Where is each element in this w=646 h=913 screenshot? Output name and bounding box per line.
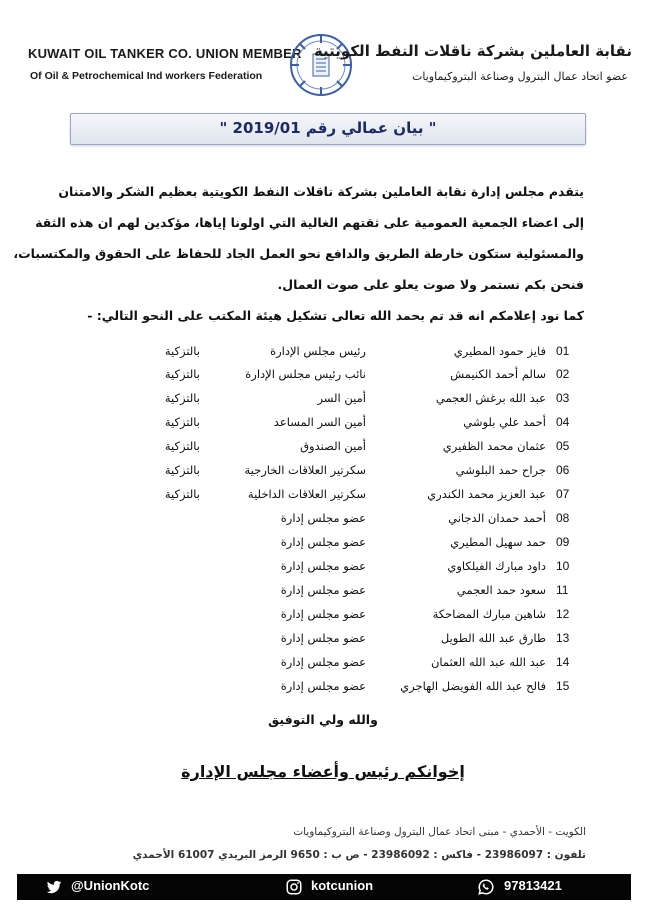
member-position: عضو مجلس إدارة — [280, 679, 366, 693]
member-number: 02 — [556, 367, 570, 381]
member-number: 14 — [556, 655, 570, 669]
member-position: عضو مجلس إدارة — [280, 511, 366, 525]
intro-line: فنحن بكم نستمر ولا صوت يعلو على صوت العمال. — [277, 277, 584, 292]
member-position: عضو مجلس إدارة — [280, 631, 366, 645]
arabic-federation-line: عضو اتحاد عمال البترول وصناعة البتروكيماويات — [412, 70, 628, 83]
member-number: 05 — [556, 439, 570, 453]
member-position: عضو مجلس إدارة — [280, 535, 366, 549]
twitter-handle[interactable]: @UnionKotc — [71, 878, 150, 893]
member-name: عبد الله عبد الله العثمان — [430, 655, 546, 669]
member-name: حمد سهيل المطيري — [450, 535, 546, 549]
member-position: نائب رئيس مجلس الإدارة — [245, 367, 366, 381]
member-note: بالتزكية — [164, 463, 200, 477]
member-name: فالح عبد الله الفويضل الهاجري — [400, 679, 546, 693]
member-number: 09 — [556, 535, 570, 549]
english-federation-line: Of Oil & Petrochemical Ind workers Federation — [30, 70, 263, 82]
member-row — [0, 511, 646, 533]
union-wheel-logo-icon — [286, 30, 356, 100]
member-row — [0, 344, 646, 366]
member-name: أحمد حمدان الدجاني — [448, 511, 546, 525]
member-name: جراح حمد البلوشي — [455, 463, 546, 477]
member-number: 15 — [556, 679, 570, 693]
member-number: 03 — [556, 391, 570, 405]
member-position: رئيس مجلس الإدارة — [270, 344, 366, 358]
member-number: 12 — [556, 607, 570, 621]
member-note: بالتزكية — [164, 344, 200, 358]
member-name: أحمد علي بلوشي — [463, 415, 546, 429]
member-position: عضو مجلس إدارة — [280, 655, 366, 669]
member-name: عبد الله برغش العجمي — [435, 391, 546, 405]
member-note: بالتزكية — [164, 487, 200, 501]
whatsapp-number[interactable]: 97813421 — [504, 878, 562, 893]
intro-line: والمسئولية ستكون خارطة الطريق والدافع نحو العمل الجاد للحفاظ على الحقوق والمكتسبات، — [13, 246, 584, 261]
member-name: داود مبارك الفيلكاوي — [447, 559, 546, 573]
signature-text: إخوانكم رئيس وأعضاء مجلس الإدارة — [181, 762, 465, 781]
twitter-icon[interactable] — [45, 878, 63, 896]
member-row — [0, 415, 646, 437]
letterhead — [0, 0, 646, 110]
member-name: فايز حمود المطيري — [453, 344, 546, 358]
member-position: عضو مجلس إدارة — [280, 583, 366, 597]
member-number: 04 — [556, 415, 570, 429]
member-row — [0, 439, 646, 461]
member-row — [0, 679, 646, 701]
intro-line: يتقدم مجلس إدارة نقابة العاملين بشركة ناقلات النفط الكويتية بعظيم الشكر والامتنان — [58, 184, 584, 199]
member-position: أمين الصندوق — [300, 439, 366, 453]
member-number: 06 — [556, 463, 570, 477]
closing-line: والله ولي التوفيق — [268, 712, 378, 727]
statement-title: " بيان عمالي رقم 2019/01 " — [219, 119, 437, 137]
member-row — [0, 655, 646, 677]
member-row — [0, 463, 646, 485]
address-line: الكويت - الأحمدي - مبنى اتحاد عمال البترول وصناعة البتروكيماويات — [293, 826, 586, 838]
member-row — [0, 559, 646, 581]
member-number: 10 — [556, 559, 570, 573]
member-row — [0, 391, 646, 413]
member-note: بالتزكية — [164, 391, 200, 405]
member-position: أمين السر — [317, 391, 366, 405]
member-number: 01 — [556, 344, 570, 358]
intro-line: كما نود إعلامكم انه قد تم بحمد الله تعالى تشكيل هيئة المكتب على النحو التالي: - — [87, 308, 584, 323]
member-number: 07 — [556, 487, 570, 501]
member-name: عثمان محمد الظفيري — [442, 439, 546, 453]
member-position: سكرتير العلاقات الخارجية — [244, 463, 366, 477]
member-row — [0, 583, 646, 605]
english-union-name: KUWAIT OIL TANKER CO. UNION MEMBER — [28, 46, 302, 61]
member-position: سكرتير العلاقات الداخلية — [247, 487, 366, 501]
member-name: شاهين مبارك المضاحكة — [432, 607, 546, 621]
member-row — [0, 367, 646, 389]
member-note: بالتزكية — [164, 439, 200, 453]
member-name: طارق عبد الله الطويل — [440, 631, 546, 645]
member-note: بالتزكية — [164, 367, 200, 381]
member-number: 11 — [556, 583, 569, 597]
instagram-icon[interactable] — [285, 878, 303, 896]
member-row — [0, 487, 646, 509]
arabic-union-name: نقابة العاملين بشركة ناقلات النفط الكويتية — [313, 42, 632, 60]
contacts-line: تلفون : 23986097 - فاكس : 23986092 - ص ب : 9650 الرمز البريدي 61007 الأحمدي — [132, 849, 586, 861]
member-row — [0, 631, 646, 653]
member-name: سالم أحمد الكنيمش — [450, 367, 546, 381]
member-note: بالتزكية — [164, 415, 200, 429]
member-number: 13 — [556, 631, 570, 645]
member-position: عضو مجلس إدارة — [280, 559, 366, 573]
social-footer-bar — [17, 874, 631, 900]
statement-title-box — [70, 113, 586, 145]
member-position: عضو مجلس إدارة — [280, 607, 366, 621]
member-position: أمين السر المساعد — [273, 415, 366, 429]
signature-line — [0, 762, 646, 781]
intro-line: إلى اعضاء الجمعية العمومية على ثقتهم الغالية التي اولونا إياها، مؤكدين لهم ان هذه الثقة — [35, 215, 584, 230]
member-row — [0, 535, 646, 557]
member-row — [0, 607, 646, 629]
member-name: سعود حمد العجمي — [456, 583, 546, 597]
instagram-handle[interactable]: kotcunion — [311, 878, 374, 893]
member-name: عبد العزيز محمد الكندري — [427, 487, 546, 501]
member-number: 08 — [556, 511, 570, 525]
whatsapp-icon[interactable] — [477, 878, 495, 896]
